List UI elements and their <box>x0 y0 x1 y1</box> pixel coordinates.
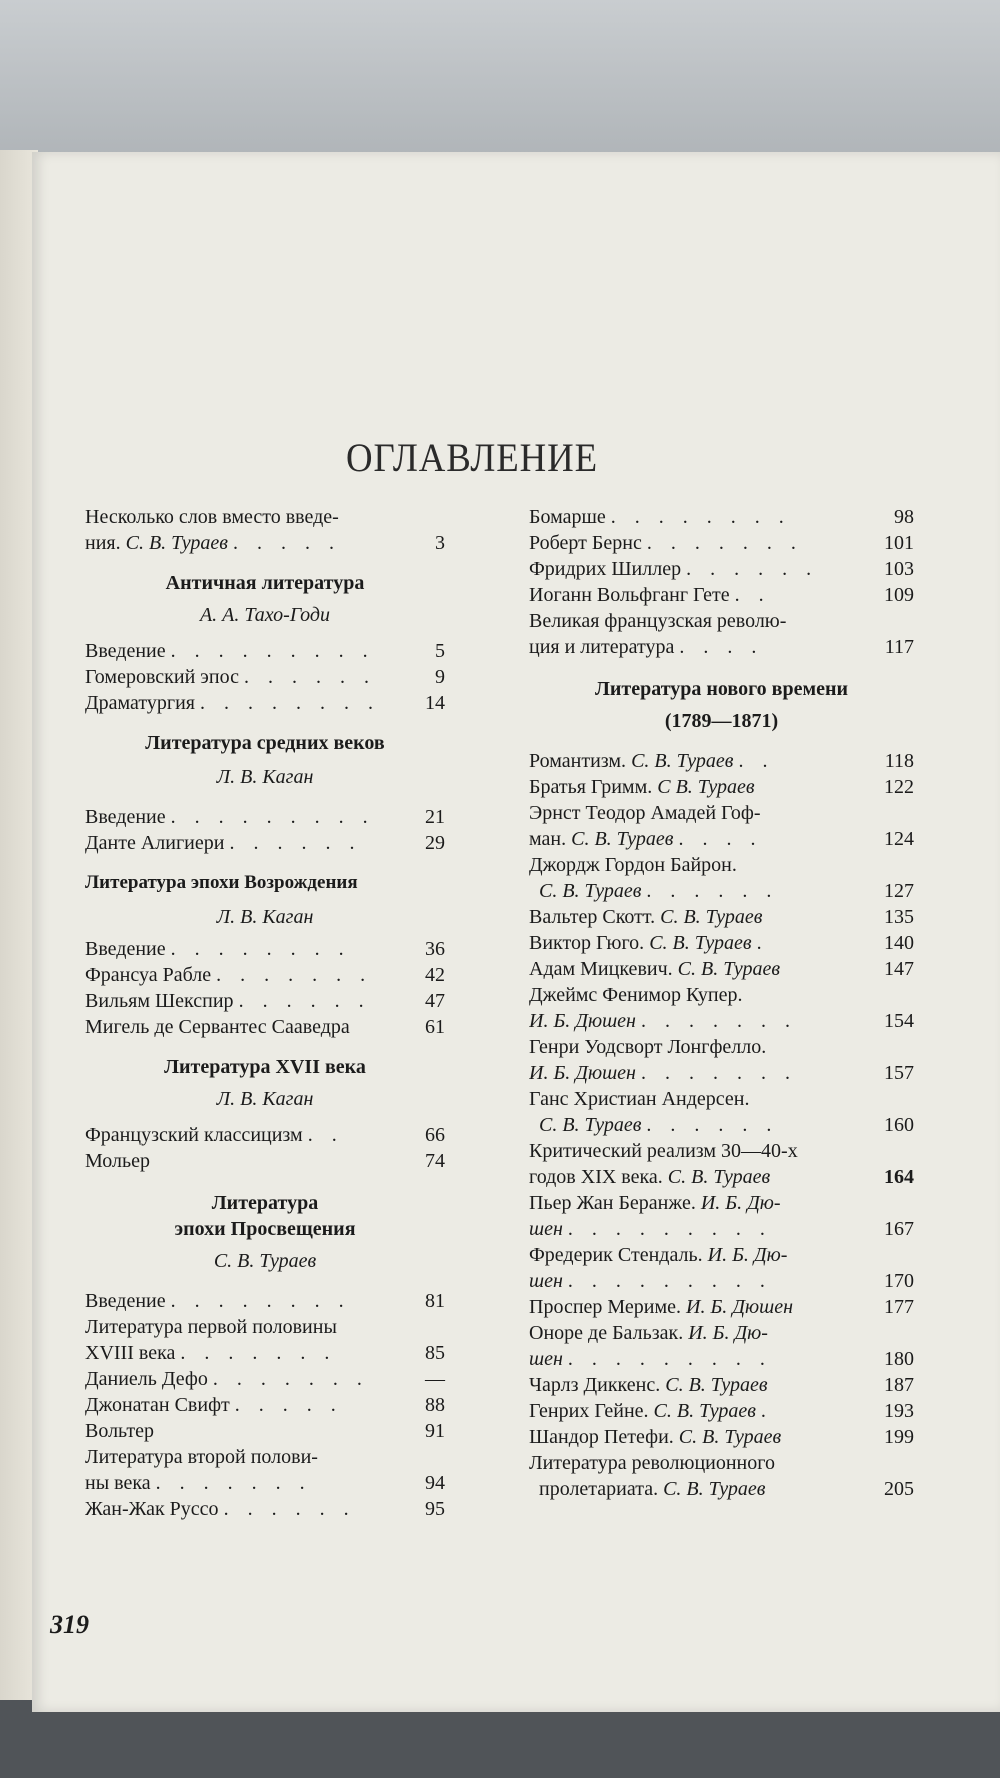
section-heading: Литература эпохи Возрождения <box>85 872 358 893</box>
section-author: С. В. Тураев <box>213 1250 317 1272</box>
toc-entry: Фридрих Шиллер . . . . . . 103 <box>529 558 914 580</box>
toc-entry: Введение . . . . . . . . . 21 <box>85 806 445 828</box>
toc-entry-intro: Несколько слов вместо введе- ния. С. В. Тураев . . . . . 3 <box>85 506 445 554</box>
toc-entry: Французский классицизм . . 66 <box>85 1124 445 1146</box>
toc-entry: Адам Мицкевич. С. В. Тураев 147 <box>529 958 914 980</box>
toc-entry: Ганс Христиан Андерсен. С. В. Тураев . . . . . . 160 <box>529 1088 914 1136</box>
toc-entry: Фредерик Стендаль. И. Б. Дю- шен . . . . . . . . . 170 <box>529 1244 914 1292</box>
toc-entry: Великая французская револю- ция и литература . . . . 117 <box>529 610 914 658</box>
toc-entry: Братья Гримм. С В. Тураев 122 <box>529 776 914 798</box>
page-number: 319 <box>50 1610 89 1639</box>
toc-entry: Введение . . . . . . . . . 5 <box>85 640 445 662</box>
toc-entry: Даниель Дефо . . . . . . . — <box>85 1368 445 1390</box>
toc-entry: Вальтер Скотт. С. В. Тураев 135 <box>529 906 914 928</box>
toc-entry: Введение . . . . . . . . 81 <box>85 1290 445 1312</box>
toc-entry: Литература первой половины XVIII века . . . . . . . 85 <box>85 1316 445 1364</box>
toc-entry: Джеймс Фенимор Купер. И. Б. Дюшен . . . . . . . 154 <box>529 984 914 1032</box>
toc-entry: Вильям Шекспир . . . . . . 47 <box>85 990 445 1012</box>
toc-entry: Шандор Петефи. С. В. Тураев 199 <box>529 1426 914 1448</box>
toc-entry: Вольтер 91 <box>85 1420 445 1442</box>
toc-entry: Данте Алигиери . . . . . . 29 <box>85 832 445 854</box>
section-heading: Литература средних веков <box>145 732 385 754</box>
section-author: Л. В. Каган <box>216 766 314 788</box>
section-years: (1789—1871) <box>664 710 779 732</box>
section-heading: Литература XVII века <box>164 1056 366 1078</box>
toc-entry: Литература революционного пролетариата. С. В. Тураев 205 <box>529 1452 914 1500</box>
page-ref: 3 <box>435 532 445 554</box>
toc-entry: Драматургия . . . . . . . . 14 <box>85 692 445 714</box>
toc-entry: Джонатан Свифт . . . . . 88 <box>85 1394 445 1416</box>
toc-entry: Эрнст Теодор Амадей Гоф- ман. С. В. Тураев . . . . 124 <box>529 802 914 850</box>
toc-entry: Жан-Жак Руссо . . . . . . 95 <box>85 1498 445 1520</box>
section-heading: Литература <box>211 1192 319 1214</box>
toc-entry: Виктор Гюго. С. В. Тураев . 140 <box>529 932 914 954</box>
toc-entry: Пьер Жан Беранже. И. Б. Дю- шен . . . . . . . . . 167 <box>529 1192 914 1240</box>
toc-right-column <box>529 504 914 1502</box>
book-page <box>32 152 1000 1712</box>
toc-entry: Критический реализм 30—40-х годов XIX века. С. В. Тураев 164 <box>529 1140 914 1188</box>
toc-entry: Литература второй полови- ны века . . . . . . . 94 <box>85 1446 445 1494</box>
toc-entry: Генри Уодсворт Лонгфелло. И. Б. Дюшен . . . . . . . 157 <box>529 1036 914 1084</box>
toc-entry: Бомарше . . . . . . . . 98 <box>529 506 914 528</box>
toc-entry: Введение . . . . . . . . 36 <box>85 938 445 960</box>
toc-entry: Проспер Мериме. И. Б. Дюшен 177 <box>529 1296 914 1318</box>
toc-entry: Роберт Бернс . . . . . . . 101 <box>529 532 914 554</box>
toc-entry: Романтизм. С. В. Тураев . . 118 <box>529 750 914 772</box>
toc-entry: Чарлз Диккенс. С. В. Тураев 187 <box>529 1374 914 1396</box>
toc-entry: Генрих Гейне. С. В. Тураев . 193 <box>529 1400 914 1422</box>
toc-entry: Иоганн Вольфганг Гете . . 109 <box>529 584 914 606</box>
section-author: Л. В. Каган <box>216 1088 314 1110</box>
section-heading: Литература нового времени <box>594 678 849 700</box>
page-title: ОГЛАВЛЕНИЕ <box>345 435 599 480</box>
section-heading: Античная литература <box>165 572 365 594</box>
toc-entry: Оноре де Бальзак. И. Б. Дю- шен . . . . . . . . . 180 <box>529 1322 914 1370</box>
toc-entry: Мигель де Сервантес Сааведра 61 <box>85 1016 445 1038</box>
toc-left-column <box>85 504 445 1522</box>
toc-entry: Гомеровский эпос . . . . . . 9 <box>85 666 445 688</box>
section-author: Л. В. Каган <box>216 906 314 928</box>
section-author: А. А. Тахо-Годи <box>199 604 331 626</box>
toc-entry: Франсуа Рабле . . . . . . . 42 <box>85 964 445 986</box>
toc-entry: Мольер 74 <box>85 1150 445 1172</box>
section-heading-line2: эпохи Просвещения <box>174 1218 356 1240</box>
toc-entry: Джордж Гордон Байрон. С. В. Тураев . . . . . . 127 <box>529 854 914 902</box>
